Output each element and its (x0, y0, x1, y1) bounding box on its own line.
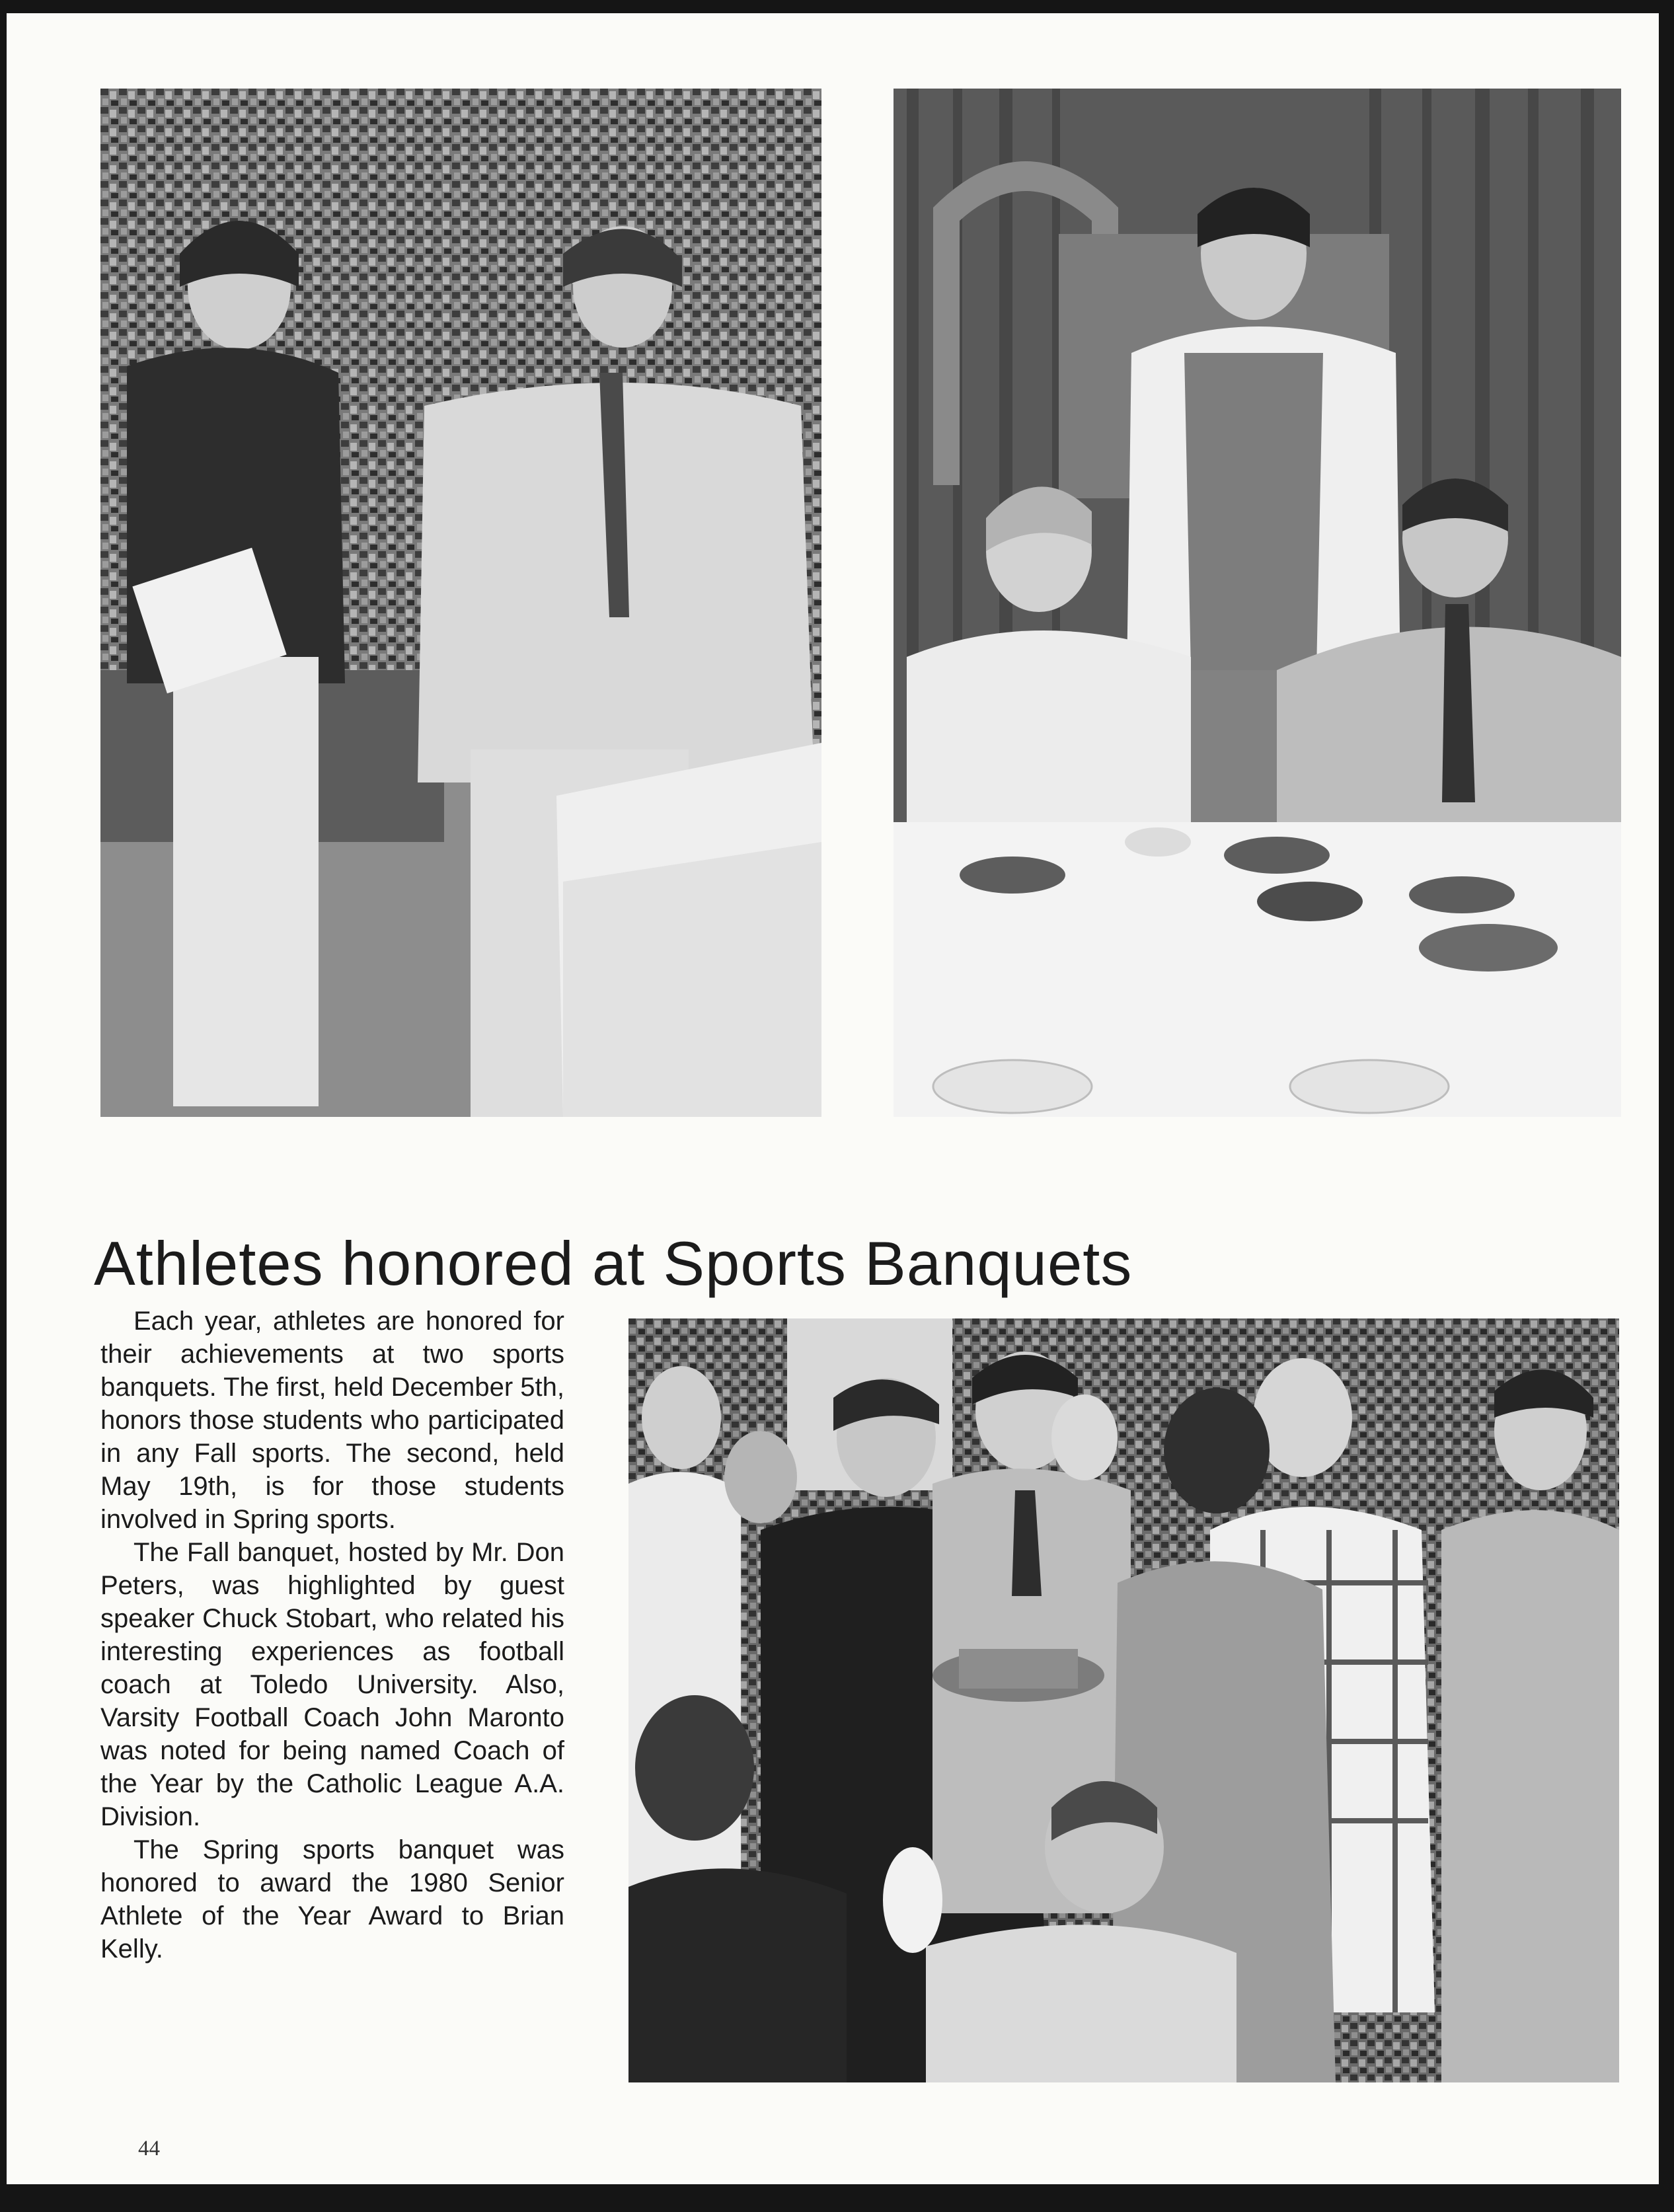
photo-award-presentation (100, 89, 821, 1117)
photo-icon (894, 89, 1621, 1117)
photo-handshake-crowd (628, 1318, 1619, 2082)
page-number: 44 (138, 2137, 160, 2160)
article-paragraph-3: The Spring sports banquet was honored to award the 1980 Senior Athlete of the Year Award to Brian Kelly. (100, 1835, 564, 1964)
photo-icon (100, 89, 821, 1117)
photo-banquet-table (894, 89, 1621, 1117)
photo-icon (628, 1318, 1619, 2082)
article-paragraph-1: Each year, athletes are honored for their achievements at two sports banquets. The first, held December 5th, honors those students who participated in any Fall sports. The second, held May 19th, is for those students involved in Spring sports. (100, 1307, 564, 1534)
article-paragraph-2: The Fall banquet, hosted by Mr. Don Peters, was highlighted by guest speaker Chuck Stobart, who related his interesting experiences as football coach at Toledo University. Also, Varsity Football Coach John Maronto was noted for being named Coach of the Year by the Catholic League A.A. Division. (100, 1538, 564, 1831)
yearbook-page (7, 13, 1659, 2184)
article-body (100, 1305, 564, 1965)
page-headline: Athletes honored at Sports Banquets (94, 1228, 1133, 1298)
